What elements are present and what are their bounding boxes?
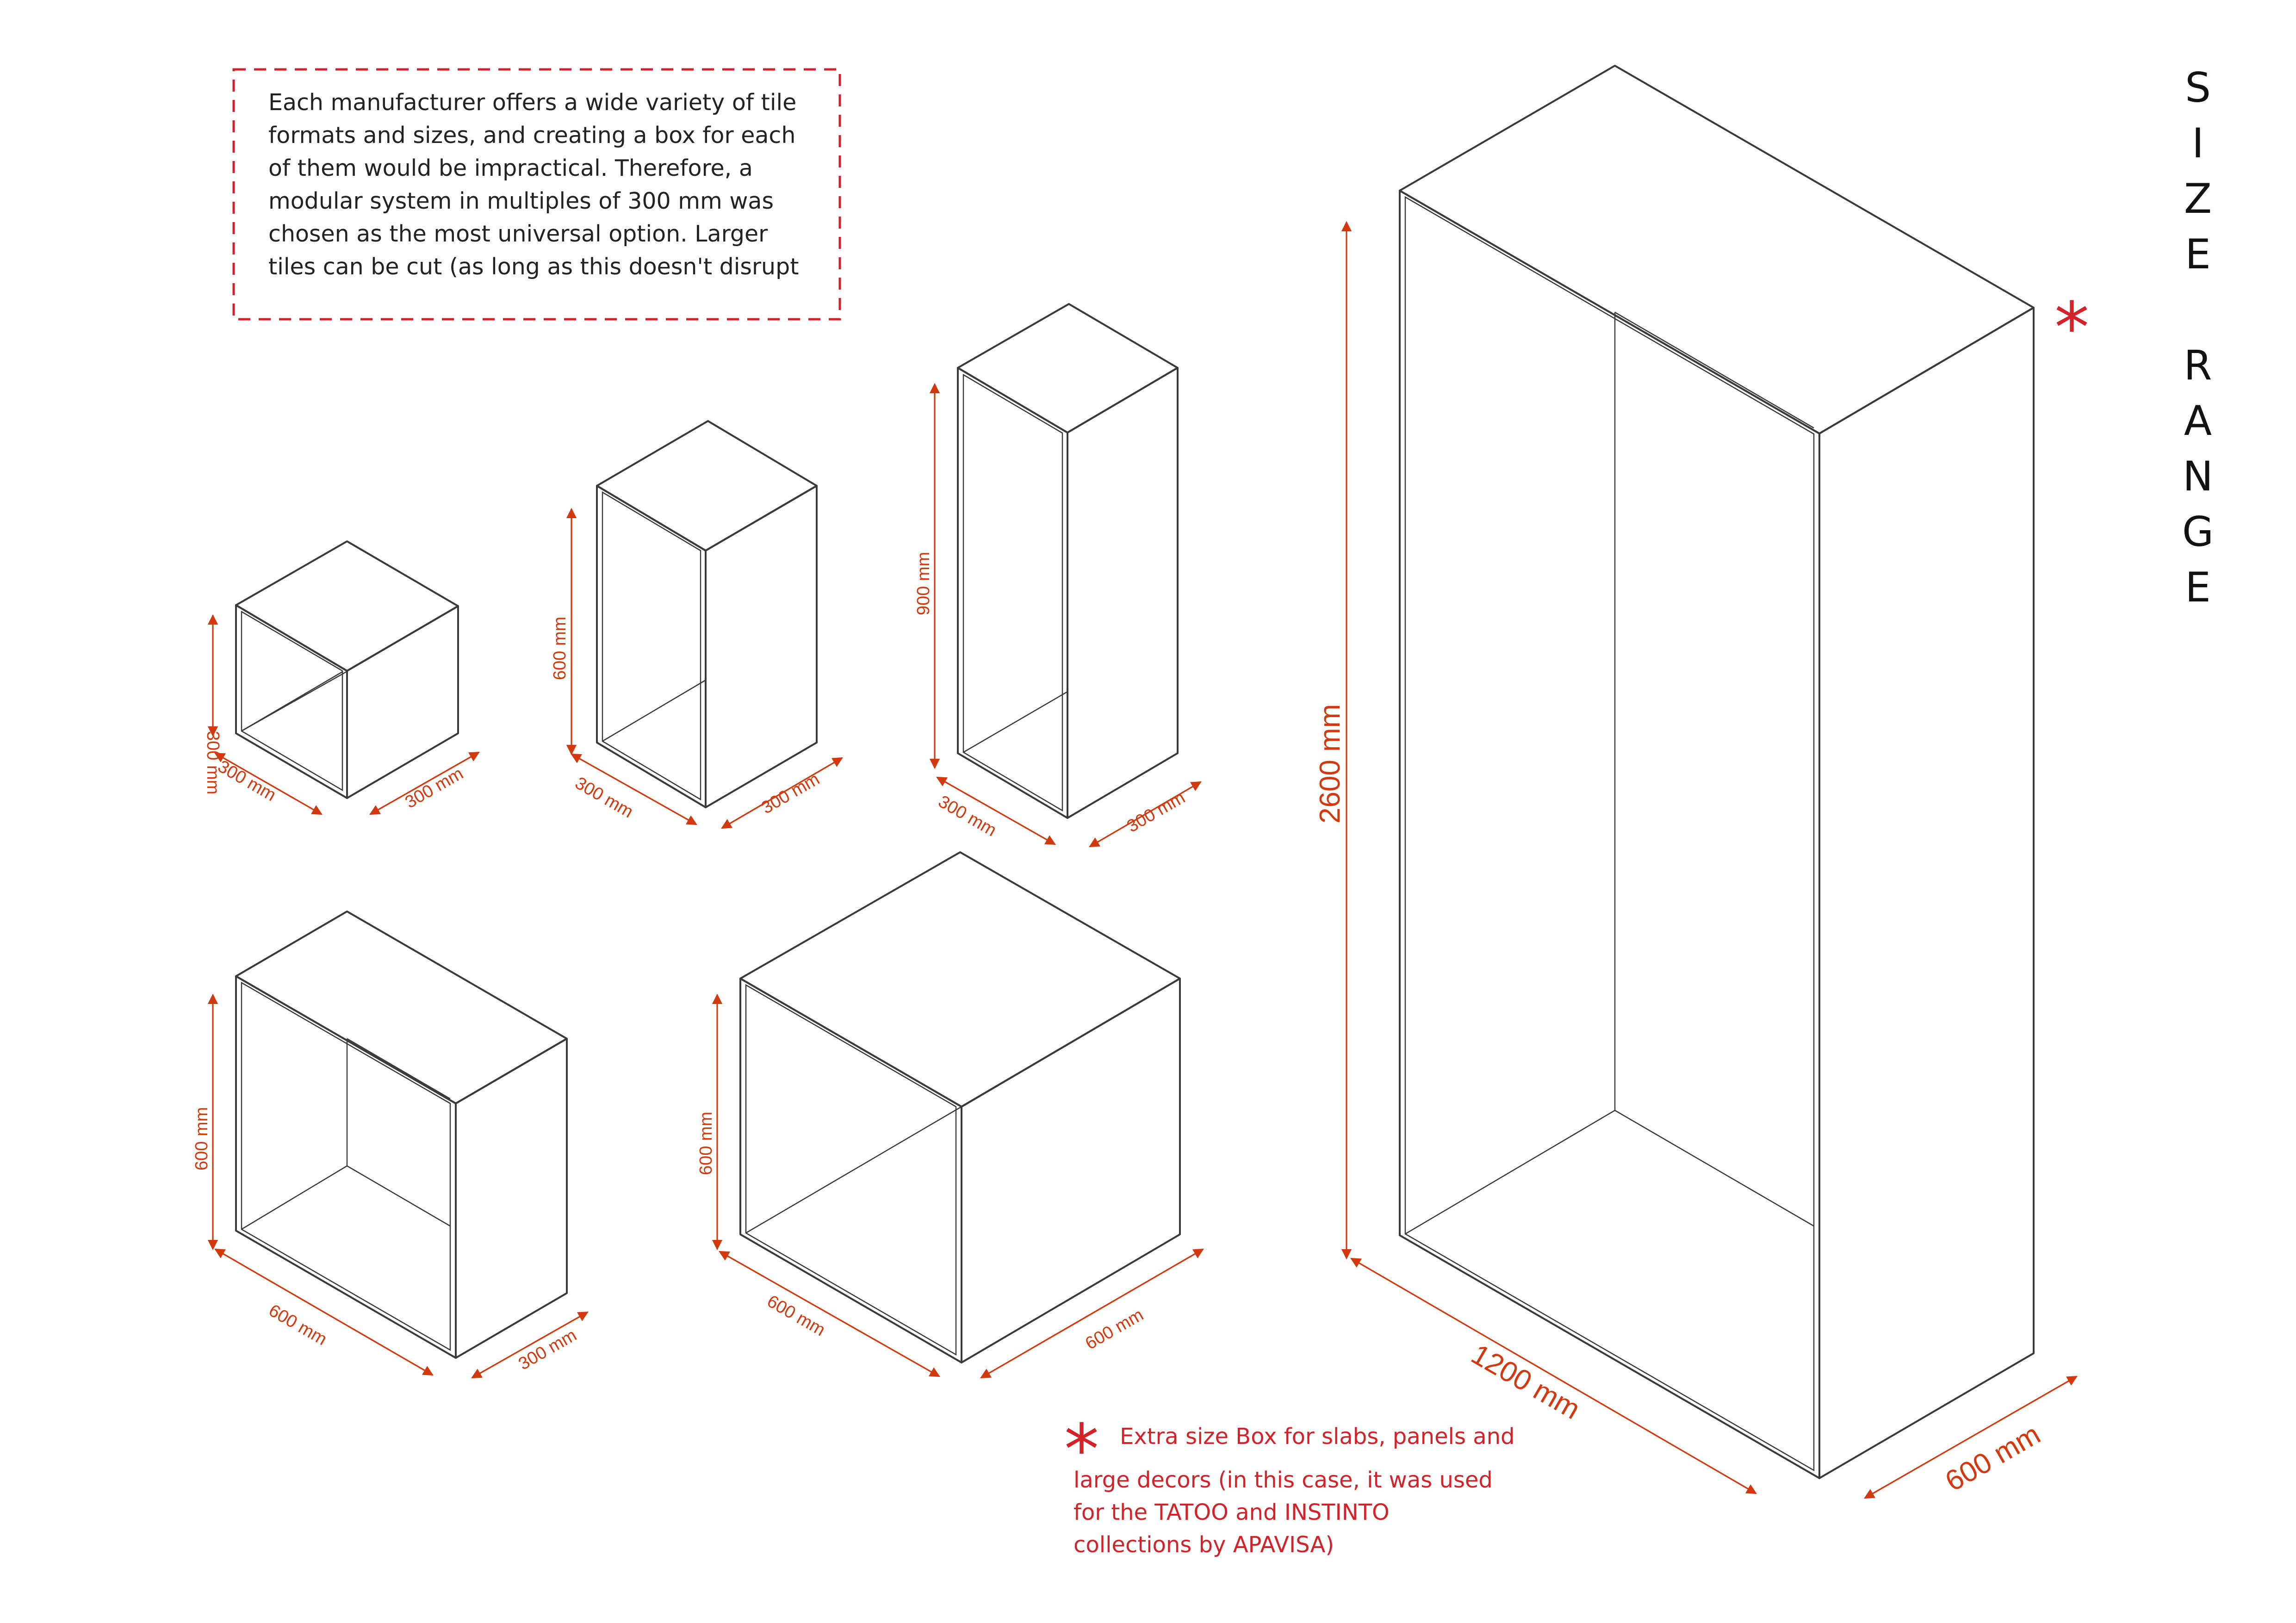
dim-depth-300c: 300 mm xyxy=(515,1325,580,1374)
title-letter: E xyxy=(2185,564,2211,611)
dim-height-900: 900 mm xyxy=(914,551,933,615)
dim-height-600c: 600 mm xyxy=(696,1111,716,1175)
extra-size-note xyxy=(1074,1420,1545,1561)
title-letter: R xyxy=(2184,341,2212,389)
note-line: collections by APAVISA) xyxy=(1074,1532,1334,1558)
intro-text xyxy=(268,86,819,283)
dim-width-300: 300 mm xyxy=(214,756,279,805)
dim-depth-300: 300 mm xyxy=(402,763,467,812)
title-letter: S xyxy=(2185,64,2211,112)
dim-width-300a: 300 mm xyxy=(571,773,637,822)
page-title xyxy=(2170,60,2226,615)
box-600x300x600 xyxy=(192,911,588,1378)
note-line: large decors (in this case, it was used xyxy=(1074,1467,1493,1493)
intro-line: Each manufacturer offers a wide variety of tile xyxy=(268,89,797,116)
dim-depth-600b: 600 mm xyxy=(1940,1418,2046,1498)
title-letter: Z xyxy=(2184,175,2212,223)
note-line: for the TATOO and INSTINTO xyxy=(1074,1499,1390,1525)
box-300x300x900 xyxy=(914,304,1201,847)
note-asterisk: * xyxy=(1064,1410,1099,1490)
box-600x600x600 xyxy=(696,852,1203,1378)
dim-width-1200: 1200 mm xyxy=(1466,1338,1586,1426)
title-letter: N xyxy=(2183,452,2213,500)
dim-depth-300a: 300 mm xyxy=(758,769,823,818)
box-300x300x600 xyxy=(550,421,842,828)
dim-depth-300b: 300 mm xyxy=(1123,787,1189,836)
title-gap xyxy=(2170,282,2226,338)
intro-line: tiles can be cut (as long as this doesn't disrupt xyxy=(268,254,799,280)
intro-line: of them would be impractical. Therefore, a xyxy=(268,155,753,181)
dim-width-600a: 600 mm xyxy=(265,1301,330,1350)
box-300x300x300 xyxy=(203,541,479,814)
dim-height-600b: 600 mm xyxy=(192,1107,211,1171)
intro-line: modular system in multiples of 300 mm was xyxy=(268,188,774,214)
intro-line: chosen as the most universal option. Larger xyxy=(268,221,768,247)
asterisk-marker: * xyxy=(2054,288,2089,368)
dim-depth-600a: 600 mm xyxy=(1082,1305,1147,1354)
title-letter: I xyxy=(2192,119,2204,167)
title-letter: E xyxy=(2185,230,2211,278)
dim-width-600b: 600 mm xyxy=(763,1291,829,1340)
dim-width-300b: 300 mm xyxy=(935,792,1000,841)
box-1200x600x2600 xyxy=(1314,66,2077,1498)
dim-height-2600: 2600 mm xyxy=(1314,704,1346,824)
intro-line: formats and sizes, and creating a box for each xyxy=(268,122,796,149)
dim-height-300: 300 mm xyxy=(203,731,223,795)
note-first-line: Extra size Box for slabs, panels and xyxy=(1120,1424,1515,1450)
dim-height-600a: 600 mm xyxy=(550,616,570,680)
title-letter: G xyxy=(2182,508,2214,556)
title-letter: A xyxy=(2184,397,2212,445)
